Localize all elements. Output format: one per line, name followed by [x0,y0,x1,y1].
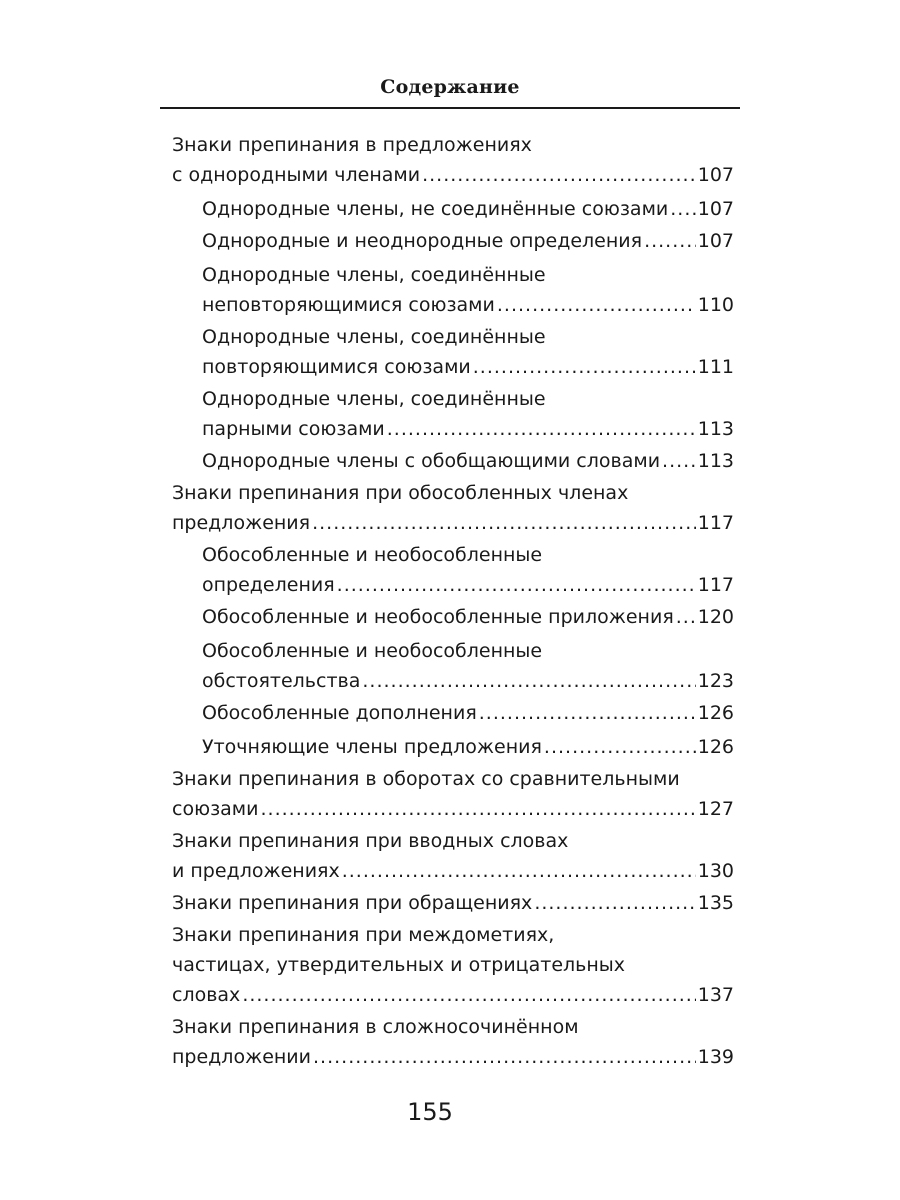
toc-entry-row [172,1042,734,1072]
toc-entry-row [172,888,734,918]
toc-entry-text: Обособленные и необособленные приложения [202,606,674,628]
toc-subsection [202,540,734,600]
toc-entry-text: Знаки препинания при вводных словах [172,830,569,852]
toc-page-number: 130 [697,860,734,882]
toc-entry-text: частицах, утвердительных и отрицательных [172,954,626,976]
toc-page-number: 111 [697,356,734,378]
toc-subsection [202,636,734,696]
toc-page-number: 126 [697,702,734,724]
toc-entry-row [202,352,734,382]
toc-entry-row [172,794,734,824]
toc-section [172,826,734,886]
toc-entry-row [202,226,734,256]
toc-section [172,478,734,538]
toc-entry-text: словах [172,984,241,1006]
toc-entry-text: и предложениях [172,860,340,882]
page-title: Содержание [380,76,520,98]
dot-leader [313,1042,696,1072]
toc-subsection [202,194,734,224]
dot-leader [422,160,696,190]
dot-leader [670,194,695,224]
toc-entry-row [172,508,734,538]
toc-entry-text: Обособленные и необособленные [202,544,543,566]
toc-entry-row [202,446,734,476]
toc-page-number: 127 [697,798,734,820]
toc-subsection [202,226,734,256]
toc-entry-text: Обособленные дополнения [202,702,477,724]
toc-entry-text: Однородные члены, соединённые [202,264,546,286]
dot-leader [497,290,696,320]
toc-entry-row [202,414,734,444]
header-divider [160,107,740,109]
toc-entry-row [202,732,734,762]
toc-page-number: 113 [697,450,734,472]
toc-section [172,1012,734,1072]
toc-entry-row [202,194,734,224]
toc-page-number: 107 [697,230,734,252]
toc-page-number: 139 [697,1046,734,1068]
toc-entry-row [172,856,734,886]
toc-page-number: 126 [697,736,734,758]
toc-entry-text: повторяющимися союзами [202,356,471,378]
toc-entry-text: Однородные и неоднородные определения [202,230,643,252]
toc-entry-text: предложении [172,1046,312,1068]
toc-subsection [202,446,734,476]
dot-leader [362,666,695,696]
toc-page-number: 117 [697,512,734,534]
dot-leader [676,602,696,632]
toc-entry-text: Знаки препинания в сложносочинённом [172,1016,579,1038]
toc-page-number: 135 [697,892,734,914]
dot-leader [644,226,696,256]
toc-entry-text: Знаки препинания в оборотах со сравнительными [172,768,680,790]
toc-subsection [202,698,734,728]
toc-entry-text: Однородные члены, соединённые [202,326,546,348]
toc-subsection [202,260,734,320]
toc-entry-row [202,290,734,320]
toc-subsection [202,322,734,382]
toc-page-number: 107 [697,198,734,220]
dot-leader [534,888,695,918]
toc-entry-row [172,980,734,1010]
dot-leader [544,732,696,762]
toc-subsection [202,602,734,632]
toc-entry-text: Обособленные и необособленные [202,640,543,662]
toc-entry-text: предложения [172,512,311,534]
toc-entry-text: обстоятельства [202,670,361,692]
toc-subsection [202,732,734,762]
dot-leader [242,980,695,1010]
toc-entry-text: неповторяющимися союзами [202,294,495,316]
toc-section [172,888,734,918]
dot-leader [312,508,696,538]
toc-page-number: 113 [697,418,734,440]
dot-leader [261,794,696,824]
toc-page-number: 110 [697,294,734,316]
toc-entry-row [202,602,734,632]
toc-entry-text: Знаки препинания при обращениях [172,892,533,914]
toc-entry-row [202,698,734,728]
toc-entry-row [172,160,734,190]
toc-page-number: 137 [697,984,734,1006]
dot-leader [479,698,696,728]
toc-entry-text: Однородные члены, соединённые [202,388,546,410]
toc-entry-text: Однородные члены, не соединённые союзами [202,198,669,220]
dot-leader [662,446,696,476]
toc-entry-text: Знаки препинания при междометиях, [172,924,555,946]
toc-entry-row [202,666,734,696]
toc-page-number: 107 [697,164,734,186]
toc-entry-text: с однородными членами [172,164,421,186]
toc-section [172,764,734,824]
toc-entry-text: Знаки препинания в предложениях [172,134,532,156]
dot-leader [342,856,696,886]
toc-entry-text: Уточняющие члены предложения [202,736,542,758]
toc-page-number: 117 [697,574,734,596]
toc-entry-text: определения [202,574,335,596]
toc-section [172,920,734,1010]
dot-leader [337,570,696,600]
toc-entry-row [202,570,734,600]
toc-entry-text: союзами [172,798,259,820]
dot-leader [473,352,696,382]
toc-entry-text: Знаки препинания при обособленных членах [172,482,629,504]
dot-leader [387,414,696,444]
toc-entry-text: парными союзами [202,418,385,440]
toc-entry-text: Однородные члены с обобщающими словами [202,450,661,472]
toc-page-number: 120 [697,606,734,628]
toc-page-number: 123 [697,670,734,692]
toc-subsection [202,384,734,444]
page-number: 155 [407,1098,453,1126]
toc-section [172,130,734,190]
